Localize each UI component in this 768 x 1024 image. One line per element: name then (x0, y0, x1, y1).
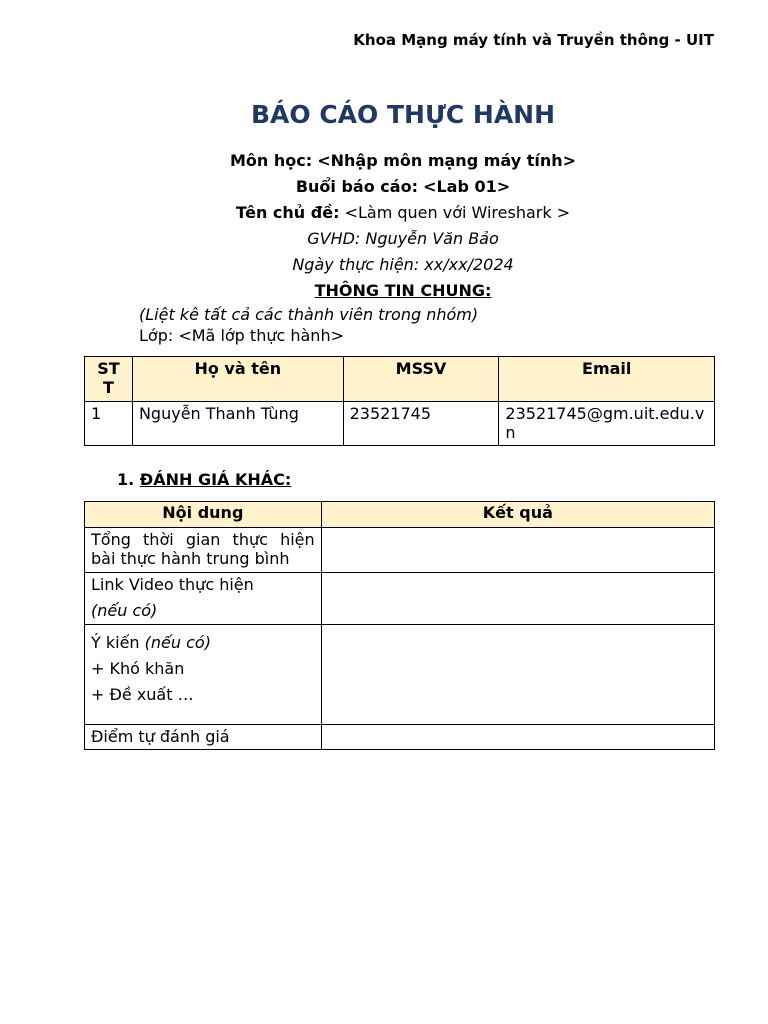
date-line: Ngày thực hiện: xx/xx/2024 (292, 255, 514, 274)
table-row (85, 528, 715, 573)
header-result: Kết quả (321, 502, 714, 528)
opinion-difficulty: + Khó khăn (91, 659, 185, 678)
header-stt: ST T (85, 357, 133, 402)
section-number: 1. (117, 470, 135, 489)
cell-name: Nguyễn Thanh Tùng (132, 402, 343, 446)
session-value: <Lab 01> (423, 177, 511, 196)
table-row (85, 573, 715, 625)
section-heading (117, 470, 291, 489)
eval-header-row (85, 502, 715, 528)
cell-stt: 1 (85, 402, 133, 446)
video-link-label: Link Video thực hiện (91, 575, 254, 594)
header-name: Họ và tên (132, 357, 343, 402)
table-row (85, 402, 715, 446)
department-header: Khoa Mạng máy tính và Truyền thông - UIT (353, 31, 714, 49)
class-line: Lớp: <Mã lớp thực hành> (139, 326, 344, 345)
cell-video-link (85, 573, 322, 625)
opinion-suggestion: + Đề xuất … (91, 685, 194, 704)
session-label: Buổi báo cáo: (295, 177, 418, 196)
subject-value: <Nhập môn mạng máy tính> (317, 151, 577, 170)
cell-total-time: Tổng thời gian thực hiện bài thực hành trung bình (85, 528, 322, 573)
evaluation-table (84, 501, 715, 750)
report-title: BÁO CÁO THỰC HÀNH (250, 100, 556, 129)
header-content: Nội dung (85, 502, 322, 528)
members-note: (Liệt kê tất cả các thành viên trong nhóm) (139, 305, 479, 324)
cell-mssv: 23521745 (343, 402, 499, 446)
header-mssv: MSSV (343, 357, 499, 402)
instructor-line: GVHD: Nguyễn Văn Bảo (307, 229, 499, 248)
opinion-note: (nếu có) (144, 633, 211, 652)
cell-self-score-result[interactable] (321, 725, 714, 750)
session-line (0, 177, 768, 196)
cell-video-link-result[interactable] (321, 573, 714, 625)
topic-value: <Làm quen với Wireshark > (344, 203, 571, 222)
cell-opinion-result[interactable] (321, 625, 714, 725)
members-header-row (85, 357, 715, 402)
opinion-main: Ý kiến (91, 633, 140, 652)
table-row (85, 725, 715, 750)
topic-label: Tên chủ đề: (235, 203, 340, 222)
subject-line (0, 151, 768, 170)
cell-self-score: Điểm tự đánh giá (85, 725, 322, 750)
opinion-label (91, 633, 315, 652)
cell-total-time-result[interactable] (321, 528, 714, 573)
general-info-heading: THÔNG TIN CHUNG: (314, 281, 492, 300)
section-title: ĐÁNH GIÁ KHÁC: (139, 470, 292, 489)
cell-email: 23521745@gm.uit.edu.vn (499, 402, 715, 446)
table-row (85, 625, 715, 725)
subject-label: Môn học: (229, 151, 313, 170)
header-email: Email (499, 357, 715, 402)
topic-line (0, 203, 768, 222)
cell-opinion (85, 625, 322, 725)
video-link-note: (nếu có) (91, 601, 158, 620)
members-table (84, 356, 715, 446)
